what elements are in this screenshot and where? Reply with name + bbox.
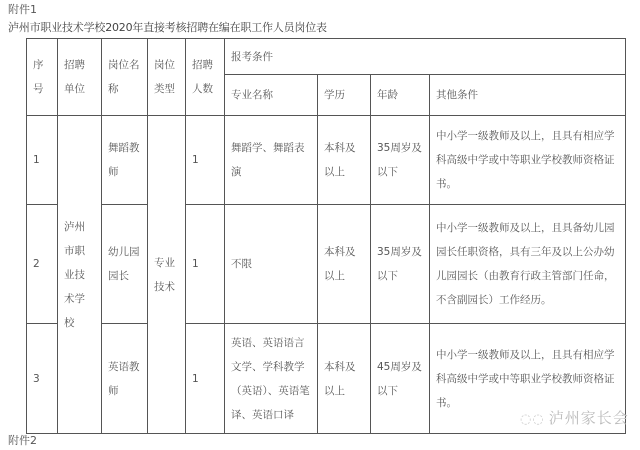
header-education: 学历 (318, 75, 371, 116)
cell-age: 45周岁及以下 (371, 324, 430, 434)
header-conditions: 报考条件 (225, 39, 626, 75)
cell-position: 英语教师 (102, 324, 148, 434)
position-table (26, 38, 626, 434)
wechat-icon: ◌◌ (520, 412, 545, 427)
cell-age: 35周岁及以下 (371, 205, 430, 324)
cell-count: 1 (186, 324, 225, 434)
cell-other: 中小学一级教师及以上，且具有相应学科高级中学或中等职业学校教师资格证书。 (430, 324, 626, 434)
watermark-text: 泸州家长会 (548, 409, 629, 427)
cell-seq: 2 (27, 205, 58, 324)
cell-other: 中小学一级教师及以上，且具有相应学科高级中学或中等职业学校教师资格证书。 (430, 116, 626, 205)
header-unit: 招聘单位 (58, 39, 102, 116)
header-major: 专业名称 (225, 75, 318, 116)
annex-2-label: 附件2 (8, 434, 37, 447)
watermark (520, 407, 629, 428)
cell-count: 1 (186, 205, 225, 324)
cell-seq: 3 (27, 324, 58, 434)
header-other: 其他条件 (430, 75, 626, 116)
cell-education: 本科及以上 (318, 205, 371, 324)
cell-age: 35周岁及以下 (371, 116, 430, 205)
cell-position: 舞蹈教师 (102, 116, 148, 205)
cell-type: 专业技术 (148, 116, 186, 434)
cell-other: 中小学一级教师及以上，且具备幼儿园园长任职资格，具有三年及以上公办幼儿园园长（由教育行政主管部门任命，不含副园长）工作经历。 (430, 205, 626, 324)
header-seq: 序号 (27, 39, 58, 116)
header-count: 招聘人数 (186, 39, 225, 116)
cell-seq: 1 (27, 116, 58, 205)
header-position: 岗位名称 (102, 39, 148, 116)
header-age: 年龄 (371, 75, 430, 116)
cell-major: 英语、英语语言文学、学科教学（英语）、英语笔译、英语口译 (225, 324, 318, 434)
cell-education: 本科及以上 (318, 324, 371, 434)
cell-position: 幼儿园园长 (102, 205, 148, 324)
cell-education: 本科及以上 (318, 116, 371, 205)
table-row (27, 205, 626, 324)
cell-count: 1 (186, 116, 225, 205)
table-title: 泸州市职业技术学校2020年直接考核招聘在编在职工作人员岗位表 (8, 21, 327, 34)
cell-major: 舞蹈学、舞蹈表演 (225, 116, 318, 205)
annex-1-label: 附件1 (8, 3, 37, 16)
header-type: 岗位类型 (148, 39, 186, 116)
cell-major: 不限 (225, 205, 318, 324)
cell-unit: 泸州市职业技术学校 (58, 116, 102, 434)
table-row (27, 116, 626, 205)
